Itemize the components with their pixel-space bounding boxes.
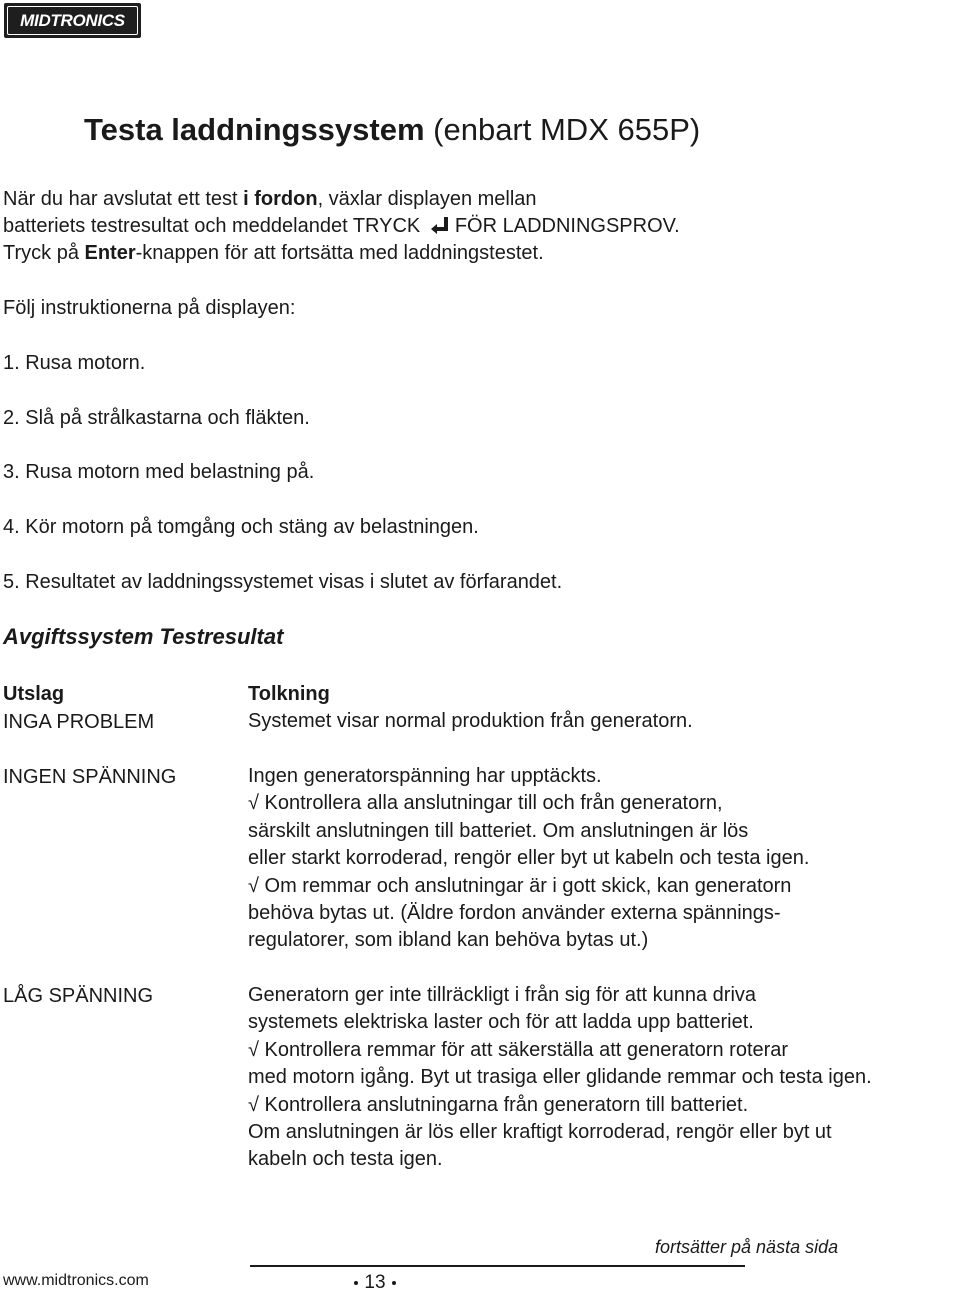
page-title	[84, 108, 700, 152]
footer-url: www.midtronics.com	[3, 1272, 149, 1289]
interpretation-line: Generatorn ger inte tillräckligt i från sig för att kunna driva	[248, 984, 757, 1006]
page-number-value: 13	[364, 1272, 386, 1293]
interpretation-line: √ Kontrollera remmar för att säkerställa att generatorn roterar	[248, 1038, 789, 1061]
step-1: 1. Rusa motorn.	[3, 352, 146, 374]
intro-text: FÖR LADDNINGSPROV.	[454, 215, 680, 237]
interpretation-line: Ingen generatorspänning har upptäckts.	[248, 765, 602, 787]
logo-text: MIDTRONICS	[20, 10, 125, 30]
interpretation-line: √ Om remmar och anslutningar är i gott skick, kan generatorn	[248, 874, 792, 897]
column-header-result: Utslag	[3, 683, 65, 705]
interpretation-line: √ Kontrollera alla anslutningar till och från generatorn,	[248, 792, 723, 815]
interpretation-line: kabeln och testa igen.	[248, 1148, 443, 1171]
page-title-bold: Testa laddningssystem	[84, 112, 425, 147]
step-4: 4. Kör motorn på tomgång och stäng av belastningen.	[3, 516, 479, 538]
intro-text: batteriets testresultat och meddelandet TRYCK	[3, 215, 426, 237]
logo-frame	[7, 6, 138, 35]
interpretation-line: eller starkt korroderad, rengör eller byt ut kabeln och testa igen.	[248, 847, 810, 870]
interpretation-line: √ Kontrollera anslutningarna från generatorn till batteriet.	[248, 1093, 749, 1116]
enter-key-label: Enter	[84, 242, 136, 264]
interpretation-line: särskilt anslutningen till batteriet. Om anslutningen är lös	[248, 819, 749, 842]
result-no-voltage: INGEN SPÄNNING	[3, 766, 177, 788]
step-3: 3. Rusa motorn med belastning på.	[3, 461, 315, 483]
intro-emphasis: i fordon	[243, 188, 318, 210]
intro-text: När du har avslutat ett test	[3, 188, 244, 210]
section-heading: Avgiftssystem Testresultat	[3, 624, 284, 649]
interpretation-line: med motorn igång. Byt ut trasiga eller glidande remmar och testa igen.	[248, 1066, 872, 1089]
intro-text: -knappen för att fortsätta med laddningstestet.	[135, 242, 544, 264]
interpretation-no-problem	[248, 708, 693, 735]
interpretation-line: systemets elektriska laster och för att ladda upp batteriet.	[248, 1011, 754, 1034]
intro-text: Tryck på	[3, 242, 85, 264]
step-2: 2. Slå på strålkastarna och fläkten.	[3, 407, 310, 429]
result-no-problem: INGA PROBLEM	[3, 711, 155, 733]
intro-line-1	[3, 185, 537, 213]
column-header-interpretation: Tolkning	[248, 683, 330, 705]
interpretation-line: behöva bytas ut. (Äldre fordon använder externa spännings-	[248, 901, 781, 924]
interpretation-low-voltage	[248, 982, 872, 1174]
footer-divider	[250, 1265, 745, 1267]
enter-key-icon	[430, 216, 450, 234]
midtronics-logo	[4, 3, 141, 38]
interpretation-line: Om anslutningen är lös eller kraftigt korroderad, rengör eller byt ut	[248, 1120, 832, 1143]
result-low-voltage: LÅG SPÄNNING	[3, 985, 154, 1007]
interpretation-no-voltage	[248, 763, 809, 955]
interpretation-line: regulatorer, som ibland kan behöva bytas ut.)	[248, 929, 649, 952]
intro-line-2	[3, 212, 680, 240]
bullet-dot	[354, 1281, 358, 1285]
page-number	[345, 1270, 405, 1296]
intro-text: , växlar displayen mellan	[317, 188, 537, 210]
follow-instructions: Följ instruktionerna på displayen:	[3, 297, 296, 319]
intro-line-3	[3, 239, 544, 267]
bullet-dot	[392, 1281, 396, 1285]
page-title-rest: (enbart MDX 655P)	[424, 112, 701, 147]
step-5: 5. Resultatet av laddningssystemet visas i slutet av förfarandet.	[3, 571, 563, 593]
interpretation-line: Systemet visar normal produktion från generatorn.	[248, 710, 693, 732]
continued-next-page: fortsätter på nästa sida	[655, 1237, 839, 1257]
